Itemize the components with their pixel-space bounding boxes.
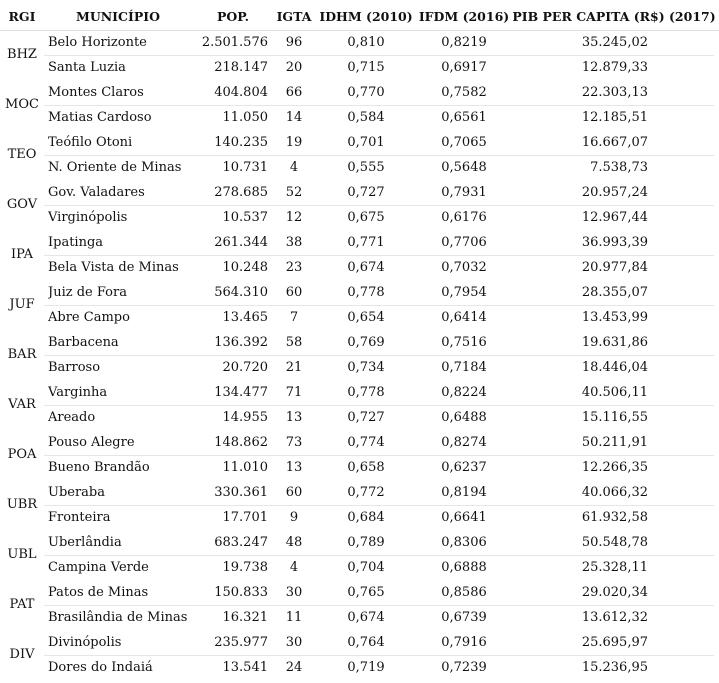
table-row: [0, 80, 719, 105]
cell-idhm: 0,770: [347, 85, 385, 100]
cell-municipio: Juiz de Fora: [48, 285, 127, 300]
table-row: [0, 55, 719, 80]
table-row: [0, 430, 719, 455]
cell-ifdm: 0,7916: [441, 635, 487, 650]
table-row: [0, 280, 719, 305]
table-row: [0, 605, 719, 630]
table-row: [0, 105, 719, 130]
cell-pop: 150.833: [214, 585, 268, 600]
cell-pop: 218.147: [214, 60, 268, 75]
table-row: [0, 305, 719, 330]
cell-pib: 13.612,32: [581, 610, 648, 625]
table-row: [0, 455, 719, 480]
cell-municipio: Teófilo Otoni: [48, 135, 133, 150]
cell-pop: 11.010: [222, 460, 268, 475]
cell-ifdm: 0,6917: [441, 60, 487, 75]
cell-igta: 21: [285, 360, 303, 375]
table-row: [0, 630, 719, 655]
cell-igta: 4: [289, 160, 299, 175]
table-row: [0, 405, 719, 430]
cell-municipio: Matias Cardoso: [48, 110, 152, 125]
cell-ifdm: 0,7032: [441, 260, 487, 275]
cell-municipio: Belo Horizonte: [48, 35, 147, 50]
cell-municipio: Fronteira: [48, 510, 111, 525]
cell-idhm: 0,810: [347, 35, 385, 50]
cell-pib: 12.967,44: [581, 210, 648, 225]
cell-igta: 66: [285, 85, 303, 100]
cell-igta: 30: [285, 635, 303, 650]
cell-pib: 7.538,73: [590, 160, 648, 175]
header-municipio: MUNICÍPIO: [76, 9, 160, 24]
cell-pop: 235.977: [214, 635, 268, 650]
cell-pib: 28.355,07: [581, 285, 648, 300]
header-idhm: IDHM (2010): [319, 9, 413, 24]
cell-pib: 36.993,39: [581, 235, 648, 250]
cell-pib: 50.548,78: [581, 535, 648, 550]
cell-municipio: Bela Vista de Minas: [48, 260, 179, 275]
cell-municipio: Virginópolis: [48, 210, 128, 225]
cell-ifdm: 0,7931: [441, 185, 487, 200]
rgi-label: BAR: [7, 347, 37, 362]
cell-pop: 261.344: [214, 235, 268, 250]
cell-municipio: Barbacena: [48, 335, 119, 350]
cell-municipio: Uberaba: [48, 485, 106, 500]
rgi-label: PAT: [9, 597, 35, 612]
cell-ifdm: 0,7706: [441, 235, 487, 250]
cell-idhm: 0,684: [347, 510, 385, 525]
cell-pib: 16.667,07: [581, 135, 648, 150]
cell-ifdm: 0,7065: [441, 135, 487, 150]
cell-idhm: 0,555: [347, 160, 385, 175]
cell-igta: 12: [285, 210, 303, 225]
cell-idhm: 0,675: [347, 210, 385, 225]
cell-igta: 58: [285, 335, 303, 350]
cell-ifdm: 0,8194: [441, 485, 487, 500]
table-row: [0, 155, 719, 180]
rgi-label: UBR: [6, 497, 38, 512]
cell-igta: 9: [289, 510, 299, 525]
cell-municipio: Ipatinga: [48, 235, 104, 250]
cell-pop: 20.720: [222, 360, 268, 375]
cell-idhm: 0,727: [347, 410, 385, 425]
cell-igta: 20: [285, 60, 303, 75]
cell-idhm: 0,774: [347, 435, 385, 450]
table-row: [0, 230, 719, 255]
rgi-label: VAR: [8, 397, 36, 412]
header-igta: IGTA: [276, 9, 312, 24]
cell-igta: 52: [285, 185, 303, 200]
cell-pop: 330.361: [214, 485, 268, 500]
cell-municipio: Abre Campo: [48, 310, 130, 325]
cell-pop: 13.465: [222, 310, 268, 325]
cell-municipio: Dores do Indaiá: [48, 660, 153, 675]
header-pib: PIB PER CAPITA (R$) (2017): [512, 9, 716, 24]
cell-igta: 24: [285, 660, 303, 675]
cell-pop: 10.537: [222, 210, 268, 225]
table-row: [0, 205, 719, 230]
cell-pop: 140.235: [214, 135, 268, 150]
cell-igta: 73: [285, 435, 303, 450]
cell-pib: 15.116,55: [581, 410, 648, 425]
cell-pib: 20.977,84: [581, 260, 648, 275]
cell-pop: 683.247: [214, 535, 268, 550]
cell-pop: 11.050: [222, 110, 268, 125]
rgi-label: TEO: [7, 147, 37, 162]
header-ifdm: IFDM (2016): [418, 9, 510, 24]
rgi-label: POA: [7, 447, 37, 462]
cell-pib: 18.446,04: [581, 360, 648, 375]
table-row: [0, 580, 719, 605]
cell-ifdm: 0,6561: [441, 110, 487, 125]
cell-igta: 13: [285, 460, 303, 475]
cell-ifdm: 0,7239: [441, 660, 487, 675]
cell-ifdm: 0,8224: [441, 385, 487, 400]
cell-pib: 40.506,11: [581, 385, 648, 400]
cell-ifdm: 0,7954: [441, 285, 487, 300]
rgi-label: GOV: [6, 197, 38, 212]
cell-ifdm: 0,5648: [441, 160, 487, 175]
cell-igta: 4: [289, 560, 299, 575]
cell-idhm: 0,719: [347, 660, 385, 675]
table-row: [0, 255, 719, 280]
table-row: [0, 130, 719, 155]
cell-pop: 136.392: [214, 335, 268, 350]
table-row: [0, 30, 719, 55]
cell-ifdm: 0,6237: [441, 460, 487, 475]
cell-municipio: Areado: [48, 410, 96, 425]
cell-pop: 13.541: [222, 660, 268, 675]
cell-pib: 25.695,97: [581, 635, 648, 650]
cell-pop: 148.862: [214, 435, 268, 450]
cell-ifdm: 0,6414: [441, 310, 487, 325]
cell-idhm: 0,715: [347, 60, 385, 75]
table-row: [0, 555, 719, 580]
cell-pop: 2.501.576: [201, 35, 268, 50]
header-pop: POP.: [217, 9, 249, 24]
table-row: [0, 480, 719, 505]
cell-ifdm: 0,7184: [441, 360, 487, 375]
cell-municipio: Divinópolis: [48, 635, 122, 650]
cell-ifdm: 0,6888: [441, 560, 487, 575]
cell-igta: 38: [285, 235, 303, 250]
cell-pib: 12.879,33: [581, 60, 648, 75]
cell-pib: 50.211,91: [581, 435, 648, 450]
cell-pop: 19.738: [222, 560, 268, 575]
cell-pop: 16.321: [222, 610, 268, 625]
cell-ifdm: 0,8219: [441, 35, 487, 50]
cell-pop: 10.731: [222, 160, 268, 175]
table-row: [0, 530, 719, 555]
cell-pib: 61.932,58: [581, 510, 648, 525]
cell-igta: 13: [285, 410, 303, 425]
cell-pib: 15.236,95: [581, 660, 648, 675]
cell-pib: 40.066,32: [581, 485, 648, 500]
cell-igta: 11: [285, 610, 303, 625]
cell-idhm: 0,772: [347, 485, 385, 500]
cell-municipio: Campina Verde: [48, 560, 149, 575]
cell-idhm: 0,701: [347, 135, 385, 150]
rgi-label: JUF: [9, 297, 35, 312]
cell-ifdm: 0,6488: [441, 410, 487, 425]
cell-ifdm: 0,8586: [441, 585, 487, 600]
cell-pop: 278.685: [214, 185, 268, 200]
cell-igta: 96: [285, 35, 303, 50]
cell-municipio: Montes Claros: [48, 85, 144, 100]
cell-ifdm: 0,6739: [441, 610, 487, 625]
cell-pop: 10.248: [222, 260, 268, 275]
cell-idhm: 0,734: [347, 360, 385, 375]
cell-municipio: Uberlândia: [48, 535, 122, 550]
cell-pop: 14.955: [222, 410, 268, 425]
cell-idhm: 0,727: [347, 185, 385, 200]
cell-ifdm: 0,8274: [441, 435, 487, 450]
cell-idhm: 0,584: [347, 110, 385, 125]
cell-ifdm: 0,6176: [441, 210, 487, 225]
cell-igta: 60: [285, 285, 303, 300]
rgi-label: BHZ: [7, 47, 37, 62]
table-row: [0, 655, 719, 680]
cell-pib: 25.328,11: [581, 560, 648, 575]
cell-ifdm: 0,7582: [441, 85, 487, 100]
cell-igta: 60: [285, 485, 303, 500]
cell-idhm: 0,771: [347, 235, 385, 250]
cell-idhm: 0,654: [347, 310, 385, 325]
table-row: [0, 380, 719, 405]
header-rgi: RGI: [8, 9, 36, 24]
cell-igta: 7: [289, 310, 299, 325]
cell-ifdm: 0,8306: [441, 535, 487, 550]
cell-idhm: 0,778: [347, 385, 385, 400]
cell-municipio: Barroso: [48, 360, 101, 375]
cell-pib: 35.245,02: [581, 35, 648, 50]
cell-municipio: Varginha: [48, 385, 108, 400]
cell-idhm: 0,769: [347, 335, 385, 350]
cell-igta: 48: [285, 535, 303, 550]
cell-pib: 12.266,35: [581, 460, 648, 475]
cell-pop: 17.701: [222, 510, 268, 525]
cell-idhm: 0,789: [347, 535, 385, 550]
cell-igta: 23: [285, 260, 303, 275]
table-row: [0, 330, 719, 355]
cell-pib: 22.303,13: [581, 85, 648, 100]
cell-idhm: 0,765: [347, 585, 385, 600]
cell-pop: 564.310: [214, 285, 268, 300]
cell-igta: 14: [285, 110, 303, 125]
cell-igta: 19: [285, 135, 303, 150]
rgi-label: IPA: [10, 247, 34, 262]
cell-idhm: 0,764: [347, 635, 385, 650]
cell-pib: 13.453,99: [581, 310, 648, 325]
rgi-label: DIV: [9, 647, 35, 662]
rgi-label: MOC: [5, 97, 39, 112]
rgi-label: UBL: [7, 547, 37, 562]
cell-igta: 30: [285, 585, 303, 600]
cell-idhm: 0,704: [347, 560, 385, 575]
cell-municipio: Pouso Alegre: [48, 435, 135, 450]
cell-pib: 20.957,24: [581, 185, 648, 200]
cell-municipio: N. Oriente de Minas: [48, 160, 182, 175]
table-row: [0, 180, 719, 205]
cell-idhm: 0,778: [347, 285, 385, 300]
cell-pib: 29.020,34: [581, 585, 648, 600]
cell-ifdm: 0,7516: [441, 335, 487, 350]
cell-idhm: 0,658: [347, 460, 385, 475]
cell-municipio: Brasilândia de Minas: [48, 610, 188, 625]
cell-pib: 12.185,51: [581, 110, 648, 125]
table-row: [0, 505, 719, 530]
cell-idhm: 0,674: [347, 610, 385, 625]
cell-municipio: Patos de Minas: [48, 585, 149, 600]
cell-municipio: Bueno Brandão: [48, 460, 150, 475]
table-row: [0, 355, 719, 380]
cell-municipio: Santa Luzia: [48, 60, 126, 75]
cell-pop: 404.804: [214, 85, 268, 100]
cell-municipio: Gov. Valadares: [48, 185, 145, 200]
cell-idhm: 0,674: [347, 260, 385, 275]
cell-ifdm: 0,6641: [441, 510, 487, 525]
cell-pib: 19.631,86: [581, 335, 648, 350]
cell-igta: 71: [285, 385, 303, 400]
cell-pop: 134.477: [214, 385, 268, 400]
